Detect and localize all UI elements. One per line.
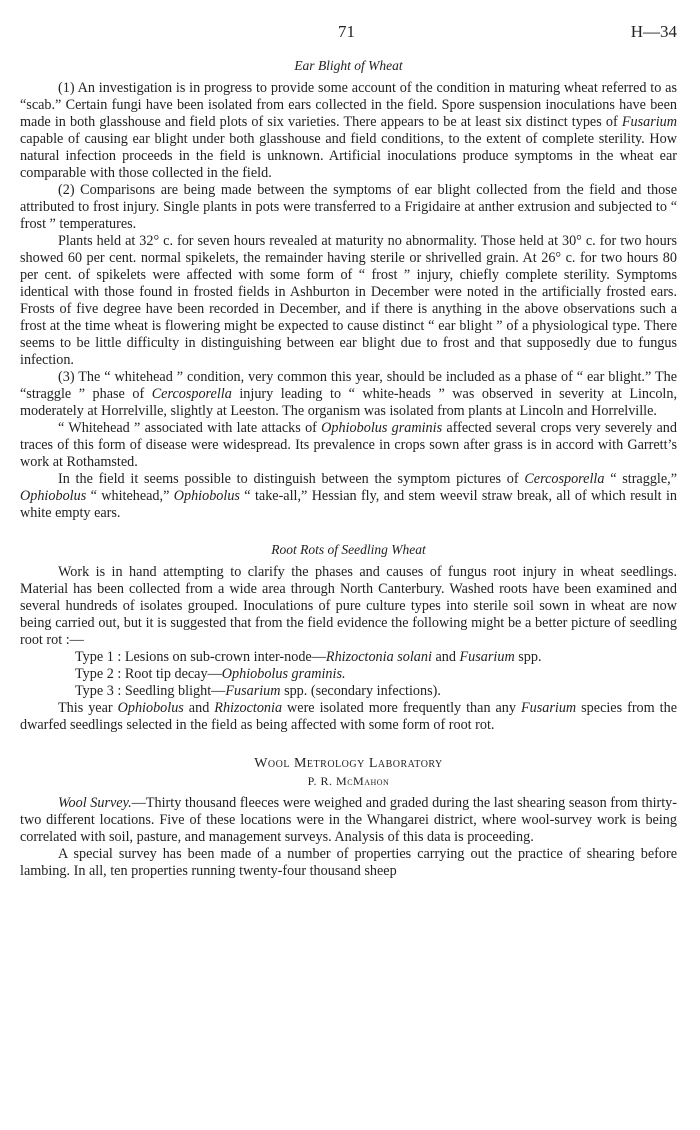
section-heading-ear-blight: Ear Blight of Wheat [294,58,403,73]
page-number: 71 [338,22,355,41]
document-page [20,22,677,880]
paragraph: Work is in hand attempting to clarify the phases and causes of fungus root injury in wheat seedlings. Material has been collected from a wide area through North Canterbury. Washed roots have been examined and several hundreds of isolates grouped. Inoculations of pure culture types into sterile soil sown in wheat are now being carried out, but it is suggested that from the field evidence the following might be a better picture of seedling root rot :— [20,564,677,648]
section-heading-root-rots: Root Rots of Seedling Wheat [271,542,426,557]
list-item: Type 1 : Lesions on sub-crown inter-node—Rhizoctonia solani and Fusarium spp. [75,649,542,665]
page-header [20,22,677,48]
list-item: Type 2 : Root tip decay—Ophiobolus graminis. [75,666,346,682]
paragraph: Wool Survey.—Thirty thousand fleeces were weighed and graded during the last shearing season from thirty-two different locations. Five of these locations were in the Whangarei district, where wool-survey work is being correlated with soil, pasture, and management surveys. Analysis of this data is proceeding. [20,795,677,845]
paragraph: Plants held at 32° c. for seven hours revealed at maturity no abnormality. Those held at 30° c. for two hours showed 60 per cent. normal spikelets, the remainder having sterile or shrivelled grain. At 26° c. for two hours 80 per cent. of spikelets were affected with some form of “ frost ” injury, chiefly complete sterility. Symptoms identical with those found in frosted fields in Ashburton in December were noted in the artificially frosted ears. Frosts of five degree have been recorded in December, and if there is anything in the above observations such a frost at the time wheat is flowering might be expected to cause distinct “ ear blight ” of a physiological type. There seems to be little difficulty in distinguishing between ear blight due to frost and that supposedly due to fungus infection. [20,233,677,368]
document-code: H—34 [630,22,677,41]
paragraph: “ Whitehead ” associated with late attacks of Ophiobolus graminis affected several crops very severely and traces of this form of disease were widespread. Its prevalence in crops sown after grass is in accord with Garrett’s work at Rothamsted. [20,420,677,470]
section-heading-wool-metrology: Wool Metrology Laboratory [254,756,443,771]
paragraph: In the field it seems possible to distinguish between the symptom pictures of Cercosporella “ straggle,” Ophiobolus “ whitehead,” Ophiobolus “ take-all,” Hessian fly, and stem weevil straw break, all of which result in white empty ears. [20,471,677,521]
paragraph: A special survey has been made of a number of properties carrying out the practice of shearing before lambing. In all, ten properties running twenty-four thousand sheep [20,846,677,879]
list-item: Type 3 : Seedling blight—Fusarium spp. (secondary infections). [75,683,441,699]
author-name: P. R. McMahon [307,774,390,788]
paragraph: (3) The “ whitehead ” condition, very common this year, should be included as a phase of “ ear blight.” The “straggle ” phase of Cercosporella injury leading to “ white-heads ” was observed in severity at Lincoln, moderately at Horrelville, slightly at Leeston. The organism was isolated from plants at Lincoln and Horrelville. [20,369,677,419]
paragraph: (2) Comparisons are being made between the symptoms of ear blight collected from the field and those attributed to frost injury. Single plants in pots were transferred to a Frigidaire at anther extrusion and subjected to “ frost ” temperatures. [20,182,677,232]
paragraph: This year Ophiobolus and Rhizoctonia were isolated more frequently than any Fusarium species from the dwarfed seedlings selected in the field as being affected with some form of root rot. [20,700,677,733]
paragraph: (1) An investigation is in progress to provide some account of the condition in maturing wheat referred to as “scab.” Certain fungi have been isolated from ears collected in the field. Spore suspension inoculations have been made in both glasshouse and field plots of six varieties. There appears to be at least six distinct types of Fusarium capable of causing ear blight under both glasshouse and field conditions, to the extent of complete sterility. How natural infection proceeds in the field is unknown. Artificial inoculations produce symptoms in the wheat ear comparable with those collected in the field. [20,80,677,181]
